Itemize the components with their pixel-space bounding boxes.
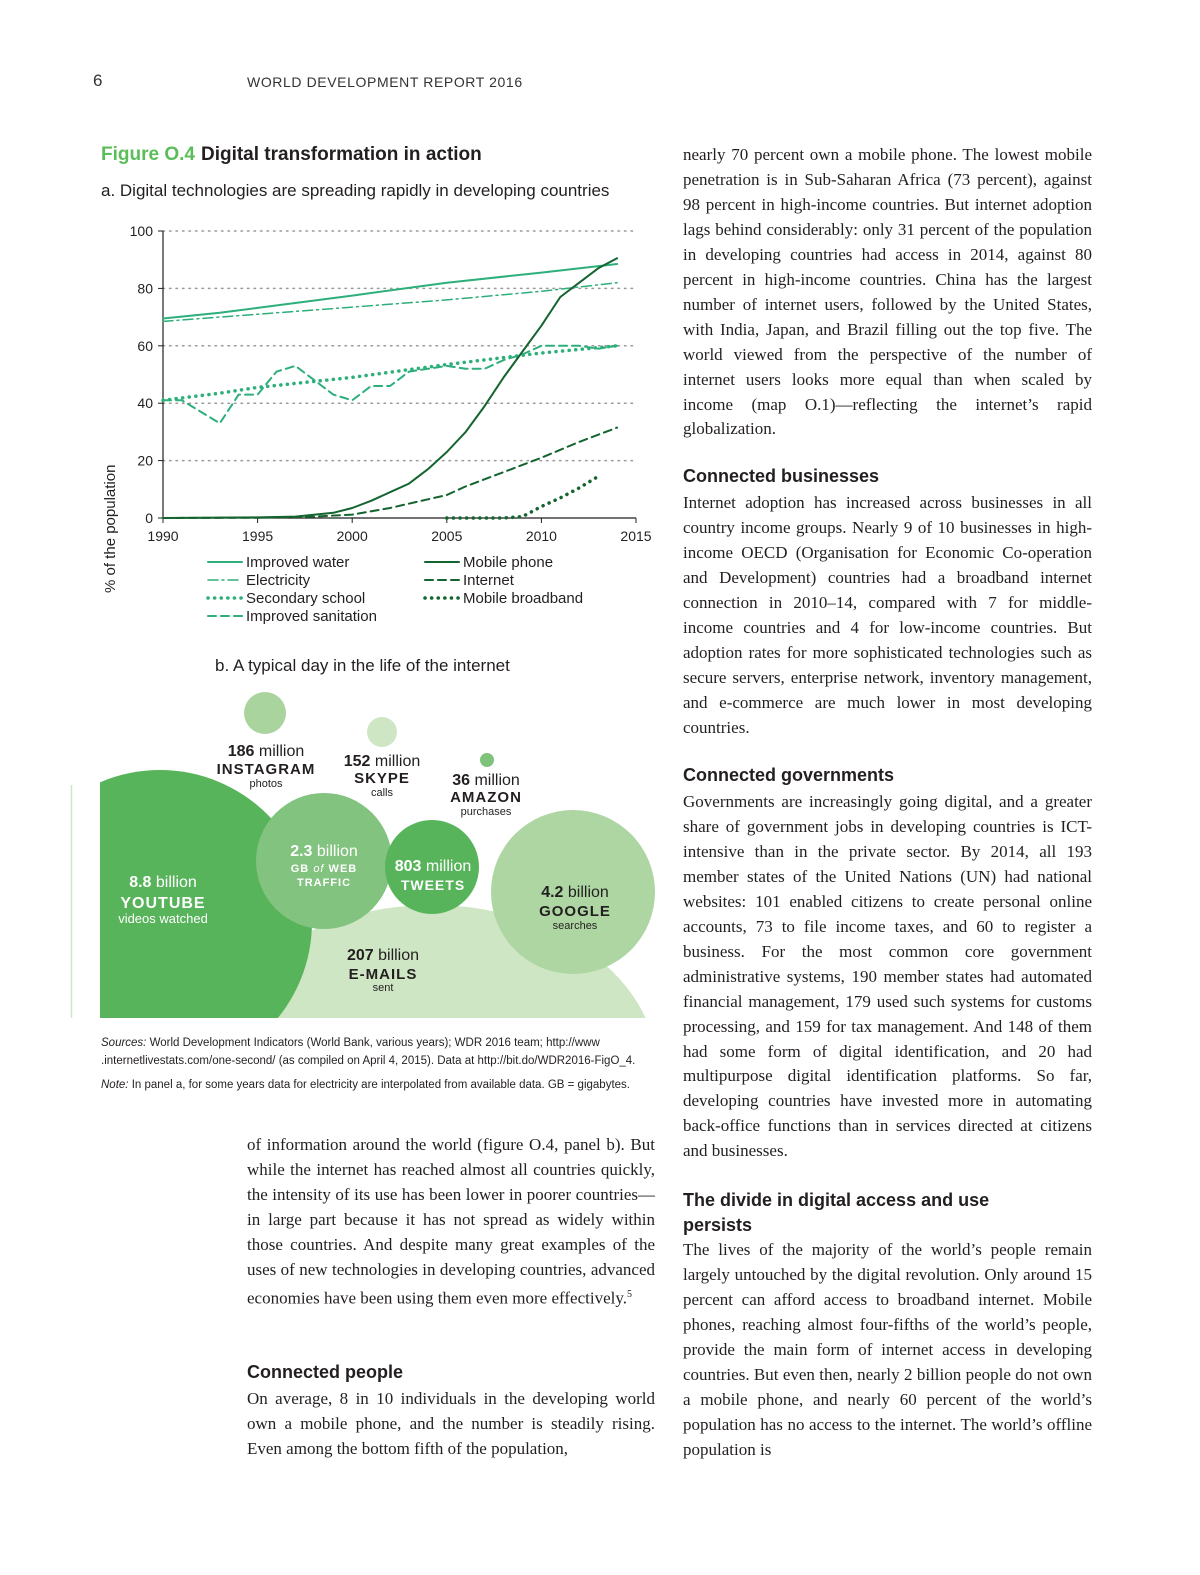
panel-a-title: a. Digital technologies are spreading rapidly in developing countries: [101, 181, 610, 200]
xtick-label-1990: 1990: [147, 528, 179, 544]
amazon-amount: 36: [452, 772, 470, 789]
ytick-label-60: 60: [137, 337, 153, 354]
heading-connected-businesses: Connected businesses: [683, 466, 880, 486]
google-unit: billion: [567, 884, 609, 901]
google-desc: searches: [552, 920, 598, 932]
emails-amount: 207: [346, 947, 374, 964]
ytick-label-80: 80: [137, 280, 153, 297]
sources-text: World Development Indicators (World Bank, various years); WDR 2016 team; http://www .internetlivestats.com/one-second/ (as compiled on April 4, 2015). Data at http://bit.do/WDR2016-FigO_4.: [101, 1037, 636, 1067]
bubble-instagram: [244, 692, 286, 734]
series-secondary-school: [163, 346, 617, 401]
legend-label-internet: Internet: [463, 572, 514, 589]
instagram-amount: 186: [227, 743, 255, 760]
instagram-unit: million: [258, 743, 305, 760]
google-amount: 4.2: [541, 884, 564, 901]
ytick-label-40: 40: [137, 395, 153, 412]
figure-sources: [101, 1034, 661, 1070]
bubble-traffic: [256, 793, 392, 929]
chart-legend: [208, 554, 583, 625]
xtick-label-1995: 1995: [242, 528, 274, 544]
page-number: 6: [93, 71, 103, 90]
youtube-desc: videos watched: [118, 911, 208, 926]
figure-title-text: Digital transformation in action: [200, 144, 482, 165]
panel-b-title: b. A typical day in the life of the internet: [215, 656, 510, 675]
traffic-name-line1: GB of WEB: [290, 863, 358, 875]
tweets-name: TWEETS: [400, 877, 466, 893]
ytick-label-100: 100: [129, 223, 153, 239]
emails-name: E-MAILS: [348, 966, 418, 983]
legend-label-secondary-school: Secondary school: [246, 590, 366, 607]
xtick-label-2010: 2010: [525, 528, 557, 544]
running-title: WORLD DEVELOPMENT REPORT 2016: [247, 74, 523, 90]
series-mobile-broadband: [447, 476, 598, 518]
bubble-skype: [367, 717, 397, 747]
instagram-desc: photos: [249, 778, 283, 790]
right-paragraph-2: Internet adoption has increased across businesses in all country income groups. Nearly 9 of 10 businesses in high-income OECD (Organisation for Economic Co-operation and Development) countries had a broadband internet connection in 2010–14, compared with 7 for middle-income countries and 4 for low-income countries. But adoption rates for more sophisticated technologies such as secure servers, enterprise network, inventory management, and e-commerce are much lower in most developing countries.: [683, 493, 1092, 737]
amazon-amount-line: [452, 772, 520, 789]
legend-label-electricity: Electricity: [246, 572, 311, 589]
panel-a-chart: [95, 215, 665, 635]
traffic-amount: 2.3: [290, 843, 313, 860]
youtube-name: YOUTUBE: [120, 895, 206, 912]
chart-ticks: [130, 223, 652, 544]
series-mobile-phone: [163, 258, 617, 518]
ytick-label-20: 20: [137, 452, 153, 469]
amazon-desc: purchases: [460, 806, 512, 818]
footnote-ref: 5: [627, 1288, 632, 1300]
left-paragraph-1: [247, 1133, 655, 1311]
amazon-name: AMAZON: [450, 789, 522, 806]
right-paragraph-1: nearly 70 percent own a mobile phone. The lowest mobile penetration is in Sub-Saharan Africa (73 percent), against 98 percent in high-income countries. But internet adoption lags behind considerably: only 31 percent of the population in developing countries had access in 2014, against 80 percent in high-income countries. China has the largest number of internet users, followed by the United States, with India, Japan, and Brazil filling out the top five. The world viewed from the perspective of the number of internet users looks more equal than when scaled by income (map O.1)—reflecting the internet’s rapid globalization.: [683, 145, 1092, 439]
series-improved-sanitation: [163, 346, 617, 424]
heading-connected-governments: Connected governments: [683, 765, 895, 785]
figure-label: Figure O.4: [101, 144, 195, 165]
legend-label-mobile-broadband: Mobile broadband: [463, 590, 584, 607]
emails-desc: sent: [372, 982, 394, 994]
amazon-unit: million: [474, 772, 520, 789]
youtube-unit: billion: [155, 874, 197, 891]
skype-amount: 152: [343, 753, 371, 770]
chart-axes: [163, 231, 636, 518]
sources-label: Sources:: [101, 1037, 147, 1049]
note-text: In panel a, for some years data for electricity are interpolated from available data. GB = gigabytes.: [131, 1079, 630, 1091]
xtick-label-2015: 2015: [620, 528, 652, 544]
left-paragraph-2: On average, 8 in 10 individuals in the developing world own a mobile phone, and the number is steadily rising. Even among the bottom fifth of the population,: [247, 1389, 655, 1458]
google-amount-line: [541, 884, 609, 901]
figure-title: [101, 144, 482, 166]
note-label: Note:: [101, 1079, 129, 1091]
skype-desc: calls: [370, 787, 394, 799]
heading-digital-divide: The divide in digital access and use persists: [683, 1190, 990, 1235]
legend-label-mobile-phone: Mobile phone: [463, 554, 554, 571]
legend-label-improved-sanitation: Improved sanitation: [246, 608, 377, 625]
instagram-amount-line: [228, 743, 305, 760]
xtick-label-2005: 2005: [431, 528, 463, 544]
tweets-amount-line: [395, 858, 472, 875]
tweets-unit: million: [425, 858, 472, 875]
traffic-name-line2: TRAFFIC: [296, 877, 352, 889]
traffic-unit: billion: [316, 843, 358, 860]
youtube-amount-line: [129, 874, 197, 891]
left-paragraph-1-text: of information around the world (figure O.4, panel b). But while the internet has reached almost all countries quickly, the intensity of its use has been lower in poorer countries—in large part because it has not spread as widely within those countries. And despite many great examples of the uses of new technologies in developing countries, advanced economies have been using them even more effectively.: [247, 1135, 655, 1308]
emails-amount-line: [347, 947, 419, 964]
xtick-label-2000: 2000: [336, 528, 368, 544]
instagram-name: INSTAGRAM: [216, 761, 316, 778]
legend-label-improved-water: Improved water: [246, 554, 350, 571]
chart-series: [163, 258, 617, 518]
figure-note: [101, 1076, 661, 1094]
skype-amount-line: [344, 753, 421, 770]
skype-name: SKYPE: [354, 770, 410, 787]
google-name: GOOGLE: [539, 903, 611, 920]
youtube-amount: 8.8: [129, 874, 152, 891]
y-axis-label: % of the population: [102, 464, 119, 593]
series-improved-water: [163, 264, 617, 319]
right-paragraph-4: The lives of the majority of the world’s people remain largely untouched by the digital revolution. Only around 15 percent can afford access to broadband internet. Mobile phones, reaching almost four-fifths of the world’s people, provide the main form of internet access in developing countries. But even then, nearly 2 billion people do not own a mobile phone, and nearly 60 percent of the world’s population has no access to the internet. The world’s offline population is: [683, 1240, 1092, 1459]
right-paragraph-3: Governments are increasingly going digital, and a greater share of government jobs in developing countries is ICT-intensive than in the private sector. By 2014, all 193 member states of the United Nations (UN) had national websites: 101 enabled citizens to create personal online accounts, 73 to file income taxes, and 60 to register a business. For the most common core government administrative systems, 190 member states had automated financial management, 179 used such systems for customs processing, and 159 for tax management. And 148 of them had some form of digital identification, and 20 had multipurpose digital identification platforms. So far, developing countries have invested more in automating back-office functions than in services directed at citizens and businesses.: [683, 792, 1092, 1161]
panel-b-bubbles: [70, 685, 670, 1025]
bubble-amazon: [480, 753, 494, 767]
ytick-label-0: 0: [145, 510, 153, 526]
heading-connected-people: Connected people: [247, 1362, 404, 1382]
emails-unit: billion: [378, 947, 420, 964]
skype-unit: million: [374, 753, 421, 770]
traffic-amount-line: [290, 843, 358, 860]
tweets-amount: 803: [394, 858, 422, 875]
